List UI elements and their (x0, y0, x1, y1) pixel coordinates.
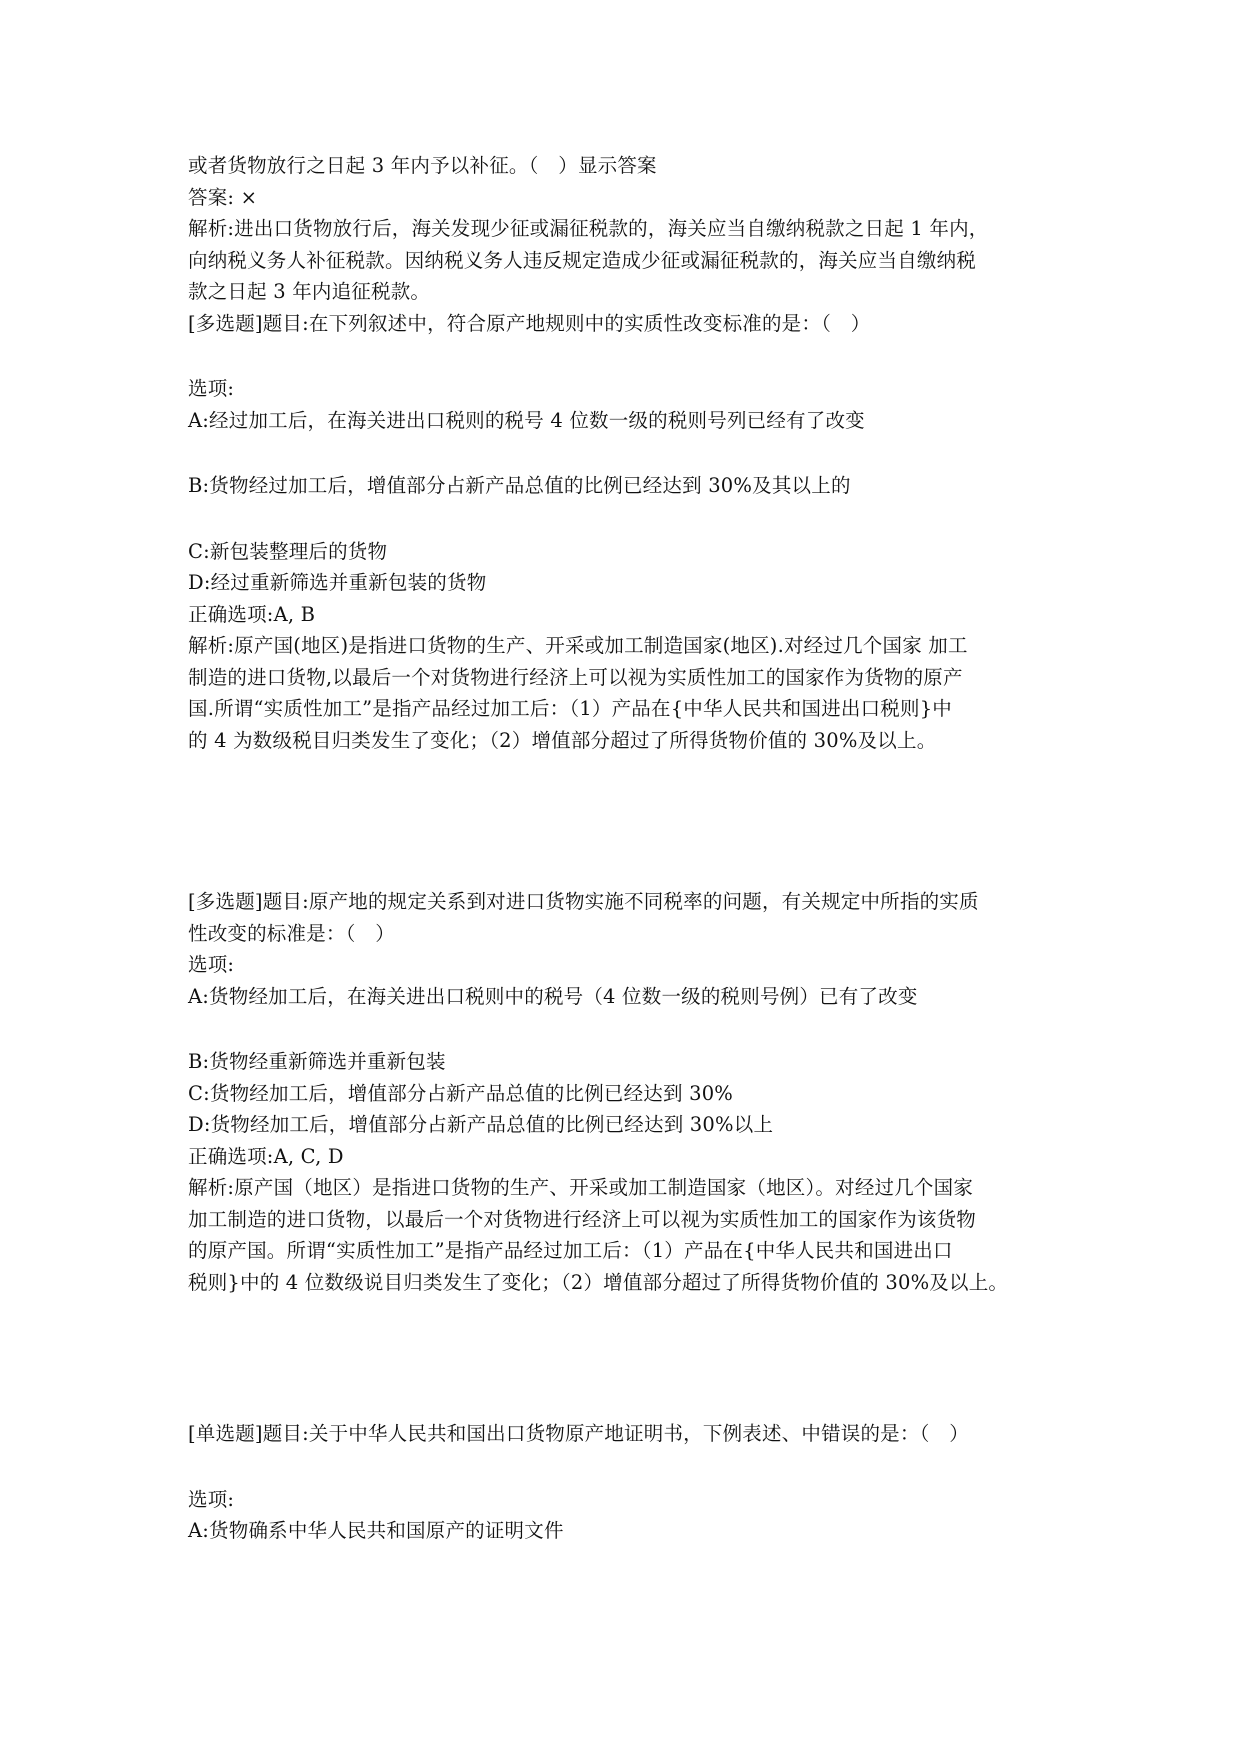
spacer (188, 1298, 1060, 1418)
option-d: D:货物经加工后，增值部分占新产品总值的比例已经达到 30%以上 (188, 1113, 774, 1136)
spacer (188, 339, 1060, 373)
analysis-line: 税则}中的 4 位数级说目归类发生了变化；（2）增值部分超过了所得货物价值的 30%及以上。 (188, 1270, 1009, 1294)
options-label: 选项: (188, 377, 235, 400)
spacer (188, 756, 1060, 886)
analysis-line: 的 4 为数级税目归类发生了变化；（2）增值部分超过了所得货物价值的 30%及以上。 (188, 728, 937, 752)
spacer (188, 1012, 1060, 1046)
analysis-line: 解析:原产国(地区)是指进口货物的生产、开采或加工制造国家(地区).对经过几个国家 加工 (188, 634, 968, 657)
option-a: A:货物经加工后，在海关进出口税则中的税号（4 位数一级的税则号例）已有了改变 (188, 984, 918, 1008)
option-a: A:经过加工后，在海关进出口税则的税号 4 位数一级的税则号列已经有了改变 (188, 408, 865, 432)
option-b: B:货物经重新筛选并重新包装 (188, 1050, 446, 1073)
option-a: A:货物确系中华人民共和国原产的证明文件 (188, 1519, 564, 1542)
option-b: B:货物经过加工后，增值部分占新产品总值的比例已经达到 30%及其以上的 (188, 474, 851, 497)
analysis-line: 的原产国。所谓“实质性加工”是指产品经过加工后：（1）产品在{中华人民共和国进出口 (188, 1239, 953, 1262)
spacer (188, 502, 1060, 536)
option-c: C:货物经加工后，增值部分占新产品总值的比例已经达到 30% (188, 1081, 734, 1105)
correct-options: 正确选项:A, B (188, 602, 316, 626)
analysis-line: 制造的进口货物,以最后一个对货物进行经济上可以视为实质性加工的国家作为货物的原产 (188, 665, 963, 689)
analysis-line: 解析:原产国（地区）是指进口货物的生产、开采或加工制造国家（地区）。对经过几个国家 (188, 1176, 974, 1199)
question-title: [多选题]题目:原产地的规定关系到对进口货物实施不同税率的问题，有关规定中所指的实质 (188, 890, 979, 913)
analysis-line: 款之日起 3 年内追征税款。 (188, 280, 431, 303)
option-c: C:新包装整理后的货物 (188, 539, 388, 563)
analysis-line: 向纳税义务人补征税款。因纳税义务人违反规定造成少征或漏征税款的，海关应当自缴纳税 (188, 248, 977, 272)
options-label: 选项: (188, 1487, 235, 1511)
question-title: [单选题]题目:关于中华人民共和国出口货物原产地证明书，下例表述、中错误的是：（ ） (188, 1422, 969, 1445)
spacer (188, 436, 1060, 470)
option-d: D:经过重新筛选并重新包装的货物 (188, 571, 487, 594)
options-label: 选项: (188, 953, 235, 976)
analysis-line: 国.所谓“实质性加工”是指产品经过加工后：（1）产品在{中华人民共和国进出口税则}中 (188, 697, 953, 720)
analysis-line: 加工制造的进口货物，以最后一个对货物进行经济上可以视为实质性加工的国家作为该货物 (188, 1207, 977, 1231)
correct-options: 正确选项:A, C, D (188, 1144, 344, 1168)
answer-text: 答案: × (188, 185, 258, 209)
question-title: [多选题]题目:在下列叙述中，符合原产地规则中的实质性改变标准的是：（ ） (188, 311, 871, 335)
document-page (188, 150, 1060, 1547)
spacer (188, 1450, 1060, 1484)
question-tail-text: 或者货物放行之日起 3 年内予以补征。（ ）显示答案 (188, 154, 657, 177)
question-title: 性改变的标准是：（ ） (188, 921, 395, 945)
analysis-line: 解析:进出口货物放行后，海关发现少征或漏征税款的，海关应当自缴纳税款之日起 1 年内， (188, 217, 989, 240)
